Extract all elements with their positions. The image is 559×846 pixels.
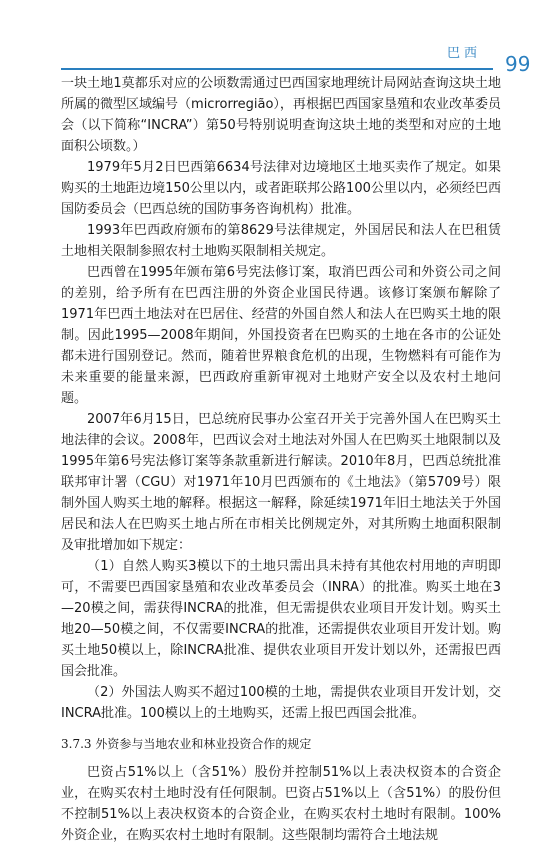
header-rule bbox=[61, 68, 493, 70]
header-country: 巴西 bbox=[447, 46, 482, 61]
paragraph: 1979年5月2日巴西第6634号法律对边境地区土地买卖作了规定。如果购买的土地距边境150公里以内，或者距联邦公路100公里以内，必须经巴西国防委员会（巴西总统的国防事务咨询机构）批准。 bbox=[61, 160, 501, 217]
paragraph: 巴资占51%以上（含51%）股份并控制51%以上表决权资本的合资企业，在购买农村土地时没有任何限制。巴资占51%以上（含51%）的股份但不控制51%以上表决权资本的合资企业，在购买农村土地时有限制。100%外资企业，在购买农村土地时有限制。这些限制均需符合土地法规 bbox=[61, 765, 501, 843]
paragraph: 一块土地1莫都乐对应的公顷数需通过巴西国家地理统计局网站查询这块土地所属的微型区域编号（microrregião），再根据巴西国家垦殖和农业改革委员会（以下简称“INCRA”）第50号特别说明查询这块土地的类型和对应的土地面积公顷数。） bbox=[61, 76, 501, 154]
paragraph: 1993年巴西政府颁布的第8629号法律规定，外国居民和法人在巴租赁土地相关限制参照农村土地购买限制相关规定。 bbox=[61, 223, 501, 259]
list-item: （2）外国法人购买不超过100模的土地，需提供农业项目开发计划，交INCRA批准。100模以上的土地购买，还需上报巴西国会批准。 bbox=[61, 685, 501, 721]
page-body bbox=[61, 73, 501, 846]
paragraph: 2007年6月15日，巴总统府民事办公室召开关于完善外国人在巴购买土地法律的会议。2008年，巴西议会对土地法对外国人在巴购买土地限制以及1995年第6号宪法修订案等条款重新进行解读。2010年8月，巴西总统批准联邦审计署（CGU）对1971年10月巴西颁布的《土地法》（第5709号）限制外国人购买土地的解释。根据这一解释，除延续1971年旧土地法关于外国居民和法人在巴购买土地占所在市相关比例规定外，对其所购土地面积限制及审批增加如下规定： bbox=[61, 412, 501, 553]
page-header bbox=[0, 0, 559, 80]
section-heading: 3.7.3 外资参与当地农业和林业投资合作的规定 bbox=[61, 737, 312, 751]
paragraph: 巴西曾在1995年颁布第6号宪法修订案，取消巴西公司和外资公司之间的差别，给予所有在巴西注册的外资企业国民待遇。该修订案颁布解除了1971年巴西土地法对在巴居住、经营的外国自然人和法人在巴购买土地的限制。因此1995—2008年期间，外国投资者在巴购买的土地在各市的公证处都未进行国别登记。然而，随着世界粮食危机的出现，生物燃料有可能作为未来重要的能量来源，巴西政府重新审视对土地财产安全以及农村土地问题。 bbox=[61, 265, 501, 406]
page-number: 99 bbox=[505, 52, 531, 76]
list-item: （1）自然人购买3模以下的土地只需出具未持有其他农村用地的声明即可，不需要巴西国家垦殖和农业改革委员会（INRA）的批准。购买土地在3—20模之间，需获得INCRA的批准，但无需提供农业项目开发计划。购买土地20—50模之间，不仅需要INCRA的批准，还需提供农业项目开发计划。购买土地50模以上，除INCRA批准、提供农业项目开发计划以外，还需报巴西国会批准。 bbox=[61, 559, 501, 679]
